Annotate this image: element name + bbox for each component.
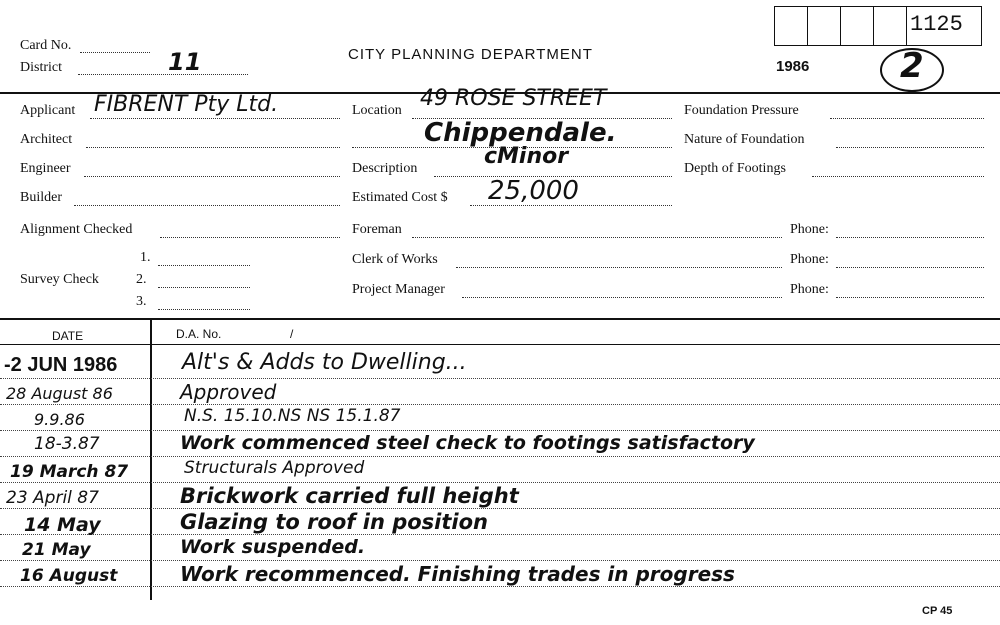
log-date-7: 14 May [24,514,101,536]
log-date-8: 21 May [22,540,91,560]
da-slash: / [290,327,294,341]
applicant-label: Applicant [20,103,76,118]
log-row-line [0,378,1000,379]
phone-line-3 [836,297,984,298]
number-box-4 [873,6,907,46]
number-box-3 [840,6,874,46]
log-date-9: 16 August [20,566,118,586]
cost-label: Estimated Cost $ [352,190,448,205]
log-date-6: 23 April 87 [6,488,99,508]
foundation-pressure-label: Foundation Pressure [684,103,799,118]
log-text-6: Brickwork carried full height [180,484,519,508]
number-box-2 [807,6,841,46]
depth-footings-label: Depth of Footings [684,161,786,176]
alignment-label: Alignment Checked [20,222,133,237]
location-label: Location [352,103,402,118]
card-no-label: Card No. [20,38,72,53]
log-date-5: 19 March 87 [10,462,129,482]
survey-item-1: 1. [140,250,151,265]
log-text-1: Alt's & Adds to Dwelling... [182,350,467,375]
applicant-line [90,118,340,119]
survey-item-3: 3. [136,294,147,309]
architect-line [86,147,340,148]
log-date-1: -2 JUN 1986 [4,354,118,376]
log-text-3: N.S. 15.10.NS NS 15.1.87 [184,406,401,426]
phone-label-2: Phone: [790,252,829,267]
location-value-2: Chippendale. [424,118,617,148]
engineer-line [84,176,340,177]
survey-item-2: 2. [136,272,147,287]
log-row-line [0,456,1000,457]
log-row-line [0,586,1000,587]
log-row-line [0,560,1000,561]
foreman-line [412,237,782,238]
alignment-line [160,237,340,238]
engineer-label: Engineer [20,161,71,176]
nature-foundation-label: Nature of Foundation [684,132,805,147]
log-row-line [0,534,1000,535]
log-column-divider [150,318,152,600]
builder-line [74,205,340,206]
architect-label: Architect [20,132,73,147]
log-text-5: Structurals Approved [184,458,365,478]
pm-line [462,297,782,298]
applicant-value: FIBRENT Pty Ltd. [94,92,279,117]
department-title: CITY PLANNING DEPARTMENT [348,46,593,63]
log-row-line [0,404,1000,405]
da-header: D.A. No. [176,327,222,341]
form-code: CP 45 [922,605,953,617]
district-value: 11 [168,48,202,76]
phone-line-2 [836,267,984,268]
log-text-7: Glazing to roof in position [180,510,488,534]
depth-footings-line [812,176,984,177]
cost-value: 25,000 [488,176,579,206]
card-no-line [80,52,150,53]
builder-label: Builder [20,190,62,205]
log-row-line [0,430,1000,431]
log-date-4: 18-3.87 [34,434,100,454]
clerk-line [456,267,782,268]
survey-label: Survey Check [20,272,99,287]
description-label: Description [352,161,418,176]
district-label: District [20,60,62,75]
survey-line-2 [158,287,250,288]
date-header: DATE [52,329,84,343]
district-line [78,74,248,75]
log-header-rule [0,344,1000,345]
survey-line-1 [158,265,250,266]
number-box-1 [774,6,808,46]
clerk-label: Clerk of Works [352,252,438,267]
log-row-line [0,508,1000,509]
log-text-9: Work recommenced. Finishing trades in progress [180,562,735,586]
phone-label-1: Phone: [790,222,829,237]
circled-number: 2 [900,46,924,86]
foundation-pressure-line [830,118,984,119]
survey-line-3 [158,309,250,310]
foreman-label: Foreman [352,222,402,237]
log-date-3: 9.9.86 [34,410,85,429]
log-text-2: Approved [180,380,277,404]
card-number: 1125 [910,12,963,37]
phone-label-3: Phone: [790,282,829,297]
log-text-8: Work suspended. [180,536,366,558]
location-value-1: 49 ROSE STREET [420,86,607,111]
year: 1986 [776,58,810,75]
description-value: cMinor [484,144,569,169]
log-date-2: 28 August 86 [6,384,113,403]
phone-line-1 [836,237,984,238]
nature-foundation-line [836,147,984,148]
log-row-line [0,482,1000,483]
pm-label: Project Manager [352,282,445,297]
log-text-4: Work commenced steel check to footings satisfactory [180,432,755,454]
